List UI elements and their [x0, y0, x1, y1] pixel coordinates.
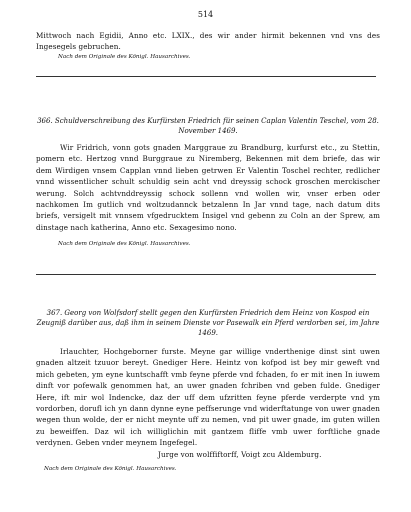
doc-366-body: Wir Fridrich, vonn gots gnaden Marggraue zu Brandburg, kurfurst etc., zu Stettin, pomern etc. Hertzog vnnd Burggraue zu Niremberg, Bekennen mit dem briefe, das wir dem Wirdigen vnsem Capplan vnnd lieben getrwen Er Valentin Toschel rechter, redlicher vnnd wissentlicher schult schuldig sein acht vnd dreyssig schock groschen merckischer werung. Solch achtvnddreyssig schock sollenn vnd wollen wir, vnser erben oder nachkomen Im gutlich vnd woltzudannck betzalenn In Jar vnnd tage, nach datum dits briefs, versigelt mit vnnsem vfgedrucktem Insigel vnd gebenn zu Coln an der Sprew, am dinstage nach katherina, Anno etc. Sexagesimo nono. [36, 143, 380, 232]
doc-367-signature: Jurge von wolffiftorff, Voigt zcu Aldemburg. [158, 450, 322, 459]
doc-367-source-note: Nach dem Originale des Königl. Hausarchives. [44, 466, 177, 472]
top-paragraph: Mittwoch nach Egidii, Anno etc. LXIX., des wir ander hirmit bekennen vnd vns des Ingesegels gebruchen. [36, 31, 380, 52]
separator-line [36, 274, 376, 275]
top-source-note: Nach dem Originale des Königl. Hausarchives. [58, 54, 191, 60]
doc-366-heading: 366. Schuldverschreibung des Kurfürsten Friedrich für seinen Caplan Valentin Teschel, vom 28. November 1469. [37, 117, 379, 135]
page-number: 514 [197, 10, 214, 19]
doc-367-heading: 367. Georg von Wolfsdorf stellt gegen den Kurfürsten Friedrich dem Heinz von Kospod ein Zeugniß darüber aus, daß ihm in seinem Dienste vor Pasewalk ein Pferd verdorben sei, im Jahre 1469. [36, 309, 380, 337]
separator-line [36, 76, 376, 77]
doc-367-body: Irlauchter, Hochgeborner furste. Meyne gar willige vnderthenige dinst sint uwen gnaden altzeit tzuuor bereyt. Gnediger Here. Heintz von kofpod ist bey mir geweft vnd mich gebeten, ym eyne kuntschafft vmb feyne pferde vnd fchaden, fo er mit inen In iuwem dinft vor pofewalk genommen hat, an uwer gnaden fchriben vnd geben fulde. Gnediger Here, ift mir wol Indencke, daz der uff dem ufzritten feyne pferde verderpte vnd ym vordorben, dorufl ich yn dann dynne eyne peffserunge vnd widerftatunge von uwer gnaden wegen thun wolde, der er nicht meynte uff zu nemen, vnd pit uwer gnade, im guten willen zu beweiffen. Daz wil ich williglichin mit gantzem fliffe vmb uwer forftliche gnade verdynen. Geben vnder meynem Ingefegel. [36, 347, 380, 448]
doc-366-source-note: Nach dem Originale des Königl. Hausarchives. [58, 241, 191, 247]
